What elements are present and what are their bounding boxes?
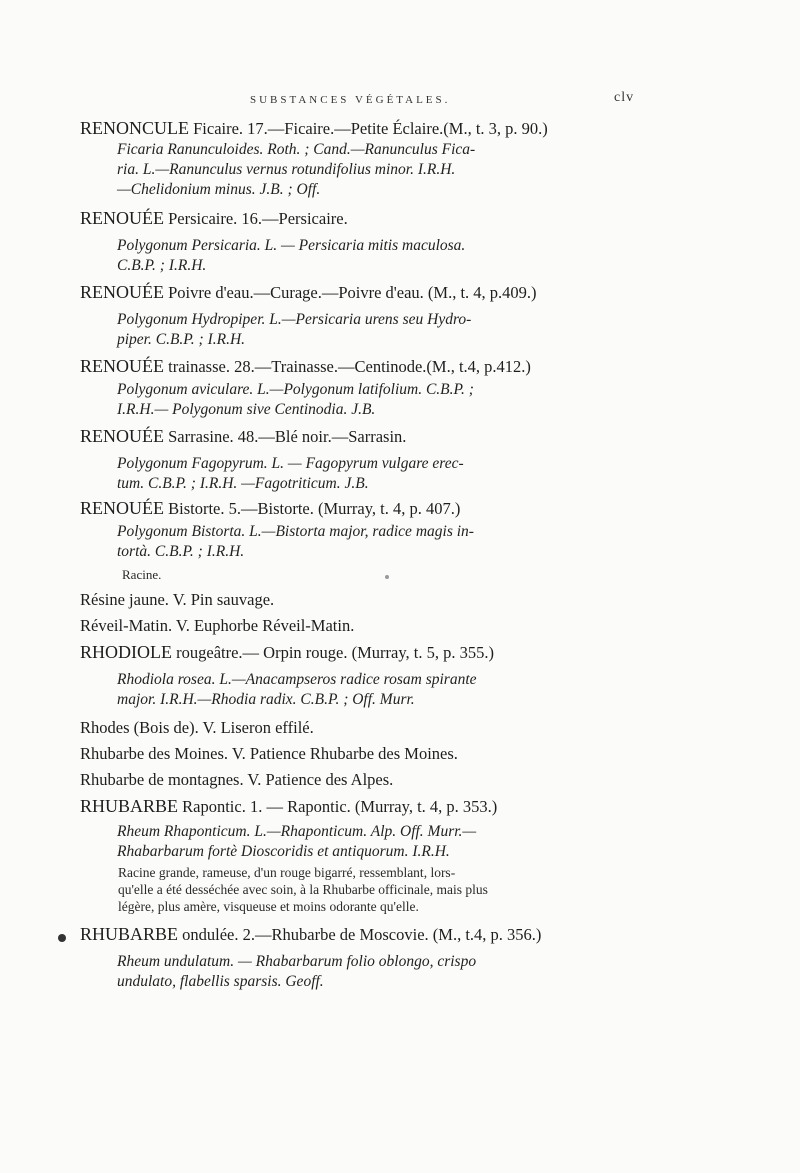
entry-text: Rapontic. 1. — Rapontic. (Murray, t. 4, p. 353.): [178, 797, 498, 816]
note: Racine grande, rameuse, d'un rouge bigarré, ressemblant, lors- qu'elle a été desséchée avec soin, à la Rhubarbe officinale, mais plus légère, plus amère, visqueuse et moins odorante qu'elle.: [118, 865, 488, 914]
entry-text: Sarrasine. 48.—Blé noir.—Sarrasin.: [164, 427, 407, 446]
synonymy: Polygonum Hydropiper. L.—Persicaria urens seu Hydro- piper. C.B.P. ; I.R.H.: [117, 311, 472, 348]
synonymy: Polygonum Bistorta. L.—Bistorta major, radice magis in- tortà. C.B.P. ; I.R.H.: [117, 523, 474, 560]
entry-text: ondulée. 2.—Rhubarbe de Moscovie. (M., t.4, p. 356.): [178, 925, 542, 944]
entry-rhubarbe-moines: Rhubarbe des Moines. V. Patience Rhubarbe des Moines.: [80, 744, 458, 763]
entry-text: rougeâtre.— Orpin rouge. (Murray, t. 5, p. 355.): [172, 643, 494, 662]
entry-text: Poivre d'eau.—Curage.—Poivre d'eau. (M., t. 4, p.409.): [164, 283, 537, 302]
entry-head: RHUBARBE: [80, 796, 179, 816]
entry-text: Ficaire. 17.—Ficaire.—Petite Éclaire.(M., t. 3, p. 90.): [189, 119, 548, 138]
bullet-marker: [58, 934, 66, 942]
entry-head: RENOUÉE: [80, 426, 164, 446]
entry-head: RENONCULE: [80, 118, 189, 138]
entry-renouee-persicaire: [80, 208, 680, 229]
synonymy: Polygonum aviculare. L.—Polygonum latifolium. C.B.P. ; I.R.H.— Polygonum sive Centinodia. J.B.: [117, 381, 474, 418]
synonymy: Ficaria Ranunculoides. Roth. ; Cand.—Ranunculus Fica- ria. L.—Ranunculus vernus rotundifolius minor. I.R.H. —Chelidonium minus. J.B. ; Off.: [117, 141, 476, 198]
entry-rhodiole: [80, 642, 680, 663]
synonymy: Polygonum Persicaria. L. — Persicaria mitis maculosa. C.B.P. ; I.R.H.: [117, 237, 466, 274]
entry-head: RENOUÉE: [80, 356, 164, 376]
entry-text: trainasse. 28.—Trainasse.—Centinode.(M., t.4, p.412.): [164, 357, 531, 376]
entry-head: RENOUÉE: [80, 208, 164, 228]
synonymy: Rheum undulatum. — Rhabarbarum folio oblongo, crispo undulato, flabellis sparsis. Geoff.: [117, 953, 477, 990]
entry-text: Bistorte. 5.—Bistorte. (Murray, t. 4, p. 407.): [164, 499, 461, 518]
synonymy: Polygonum Fagopyrum. L. — Fagopyrum vulgare erec- tum. C.B.P. ; I.R.H. —Fagotriticum. J.B.: [117, 455, 464, 492]
entry-resine-jaune: Résine jaune. V. Pin sauvage.: [80, 590, 275, 609]
entry-text: Persicaire. 16.—Persicaire.: [164, 209, 348, 228]
entry-renouee-sarrasine: [80, 426, 680, 447]
entry-renoncule-ficaire: [80, 118, 680, 139]
entry-head: RENOUÉE: [80, 282, 164, 302]
ink-spot: [385, 575, 389, 579]
entry-head: RENOUÉE: [80, 498, 164, 518]
entry-renouee-trainasse: [80, 356, 680, 377]
running-title: SUBSTANCES VÉGÉTALES.: [250, 94, 451, 106]
note: Racine.: [122, 567, 162, 582]
entry-rhodes: Rhodes (Bois de). V. Liseron effilé.: [80, 718, 314, 737]
entry-renouee-bistorte: [80, 498, 680, 519]
entry-head: RHODIOLE: [80, 642, 172, 662]
page-number: clv: [614, 90, 635, 105]
synonymy: Rheum Rhaponticum. L.—Rhaponticum. Alp. Off. Murr.— Rhabarbarum fortè Dioscoridis et antiquorum. I.R.H.: [117, 823, 477, 860]
entry-rhubarbe-montagnes: Rhubarbe de montagnes. V. Patience des Alpes.: [80, 770, 394, 789]
entry-reveil-matin: Réveil-Matin. V. Euphorbe Réveil-Matin.: [80, 616, 355, 635]
synonymy: Rhodiola rosea. L.—Anacampseros radice rosam spirante major. I.R.H.—Rhodia radix. C.B.P. ; Off. Murr.: [117, 671, 477, 708]
entry-rhubarbe-rapontic: [80, 796, 680, 817]
entry-head: RHUBARBE: [80, 924, 179, 944]
entry-renouee-poivre: [80, 282, 680, 303]
entry-rhubarbe-ondulee: [80, 924, 680, 945]
